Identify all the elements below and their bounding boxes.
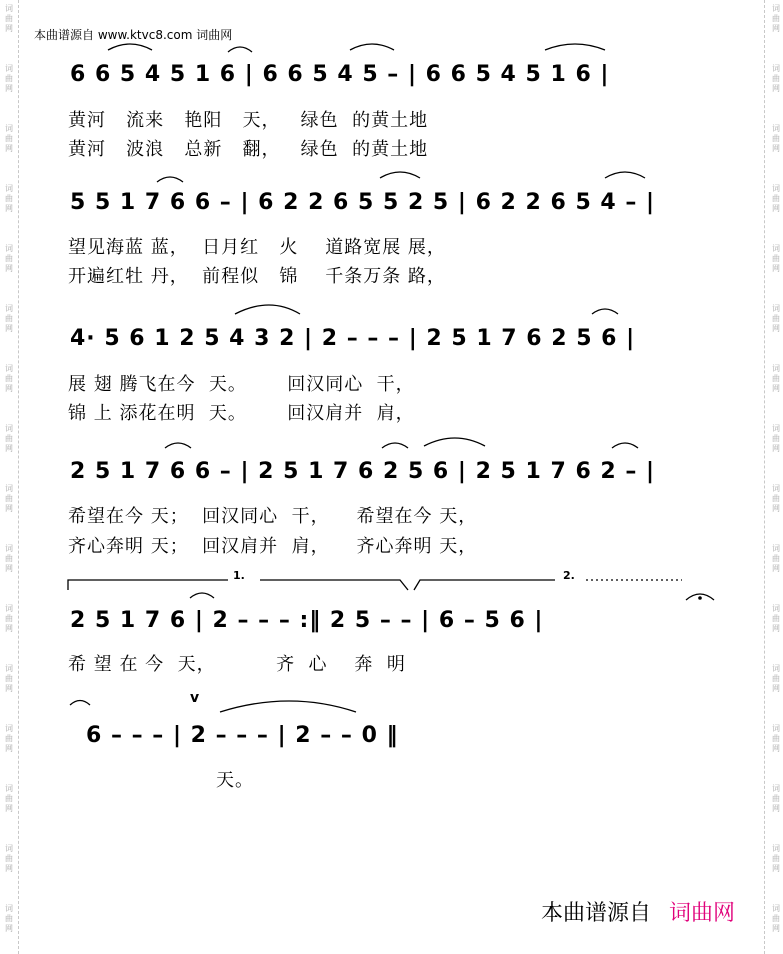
watermark-mark: 词 曲 网 bbox=[772, 784, 780, 813]
score-line-2-lyric-2: 开遍红牡 丹， 前程似 锦 千条万条 路， bbox=[68, 266, 446, 287]
watermark-mark: 词 曲 网 bbox=[5, 484, 13, 513]
score-line-6-notes: 6 – – – | 2 – – – | 2 – – 0 ‖ bbox=[86, 723, 399, 748]
watermark-mark: 词 曲 网 bbox=[772, 304, 780, 333]
score-line-1-lyric-2: 黄河 波浪 总新 翻， 绿色 的黄土地 bbox=[68, 139, 429, 160]
watermark-mark: 词 曲 网 bbox=[5, 184, 13, 213]
footer-site-name: 词曲网 bbox=[668, 901, 735, 926]
score-line-5-notes: 2 5 1 7 6 | 2 – – – :‖ 2 5 – – | 6 – 5 6 | bbox=[70, 608, 544, 633]
watermark-mark: 词 曲 网 bbox=[772, 364, 780, 393]
watermark-mark: 词 曲 网 bbox=[5, 4, 13, 33]
watermark-mark: 词 曲 网 bbox=[5, 604, 13, 633]
watermark-mark: 词 曲 网 bbox=[5, 244, 13, 273]
watermark-mark: 词 曲 网 bbox=[5, 304, 13, 333]
score-line-2-lyric-1: 望见海蓝 蓝， 日月红 火 道路宽展 展， bbox=[68, 237, 446, 258]
watermark-mark: 词 曲 网 bbox=[772, 184, 780, 213]
watermark-mark: 词 曲 网 bbox=[5, 364, 13, 393]
watermark-mark: 词 曲 网 bbox=[772, 4, 780, 33]
watermark-mark: 词 曲 网 bbox=[5, 784, 13, 813]
score-line-2-notes: 5 5 1 7 6 6 – | 6 2 2 6 5 5 2 5 | 6 2 2 6 5 4 – | bbox=[70, 190, 656, 215]
score-line-1-notes: 6 6 5 4 5 1 6 | 6 6 5 4 5 – | 6 6 5 4 5 1 6 | bbox=[70, 62, 610, 87]
watermark-mark: 词 曲 网 bbox=[5, 124, 13, 153]
volta-1-label: 1. bbox=[233, 569, 245, 582]
watermark-mark: 词 曲 网 bbox=[772, 844, 780, 873]
watermark-mark: 词 曲 网 bbox=[772, 424, 780, 453]
score-line-6-lyric-1: 天。 bbox=[216, 770, 254, 791]
watermark-mark: 词 曲 网 bbox=[772, 664, 780, 693]
score-line-4-notes: 2 5 1 7 6 6 – | 2 5 1 7 6 2 5 6 | 2 5 1 7 6 2 – | bbox=[70, 459, 656, 484]
volta-2-label: 2. bbox=[563, 569, 575, 582]
score-line-4-lyric-2: 齐心奔明 天； 回汉肩并 肩， 齐心奔明 天， bbox=[68, 536, 478, 557]
watermark-mark: 词 曲 网 bbox=[5, 724, 13, 753]
header-source: 本曲谱源自 www.ktvc8.com 词曲网 bbox=[34, 28, 233, 42]
score-line-4-lyric-1: 希望在今 天； 回汉同心 干， 希望在今 天， bbox=[68, 506, 478, 527]
score-line-3-notes: 4· 5 6 1 2 5 4 3 2 | 2 – – – | 2 5 1 7 6 2 5 6 | bbox=[70, 326, 636, 351]
watermark-mark: 词 曲 网 bbox=[772, 904, 780, 933]
watermark-mark: 词 曲 网 bbox=[772, 244, 780, 273]
watermark-mark: 词 曲 网 bbox=[5, 904, 13, 933]
score-line-1-lyric-1: 黄河 流来 艳阳 天， 绿色 的黄土地 bbox=[68, 110, 429, 131]
footer-source bbox=[541, 896, 735, 927]
watermark-mark: 词 曲 网 bbox=[772, 724, 780, 753]
watermark-mark: 词 曲 网 bbox=[5, 844, 13, 873]
watermark-mark: 词 曲 网 bbox=[5, 544, 13, 573]
score-line-3-lyric-1: 展 翅 腾飞在今 天。 回汉同心 干， bbox=[68, 374, 415, 395]
watermark-mark: 词 曲 网 bbox=[5, 664, 13, 693]
watermark-mark: 词 曲 网 bbox=[772, 544, 780, 573]
watermark-mark: 词 曲 网 bbox=[772, 64, 780, 93]
watermark-mark: 词 曲 网 bbox=[5, 424, 13, 453]
footer-label: 本曲谱源自 bbox=[540, 901, 651, 926]
watermark-mark: 词 曲 网 bbox=[772, 484, 780, 513]
watermark-mark: 词 曲 网 bbox=[772, 604, 780, 633]
score-line-3-lyric-2: 锦 上 添花在明 天。 回汉肩并 肩， bbox=[68, 403, 415, 424]
breath-mark: v bbox=[190, 690, 200, 706]
watermark-mark: 词 曲 网 bbox=[5, 64, 13, 93]
score-line-5-lyric-1: 希 望 在 今 天， 齐 心 奔 明 bbox=[68, 654, 406, 675]
watermark-mark: 词 曲 网 bbox=[772, 124, 780, 153]
